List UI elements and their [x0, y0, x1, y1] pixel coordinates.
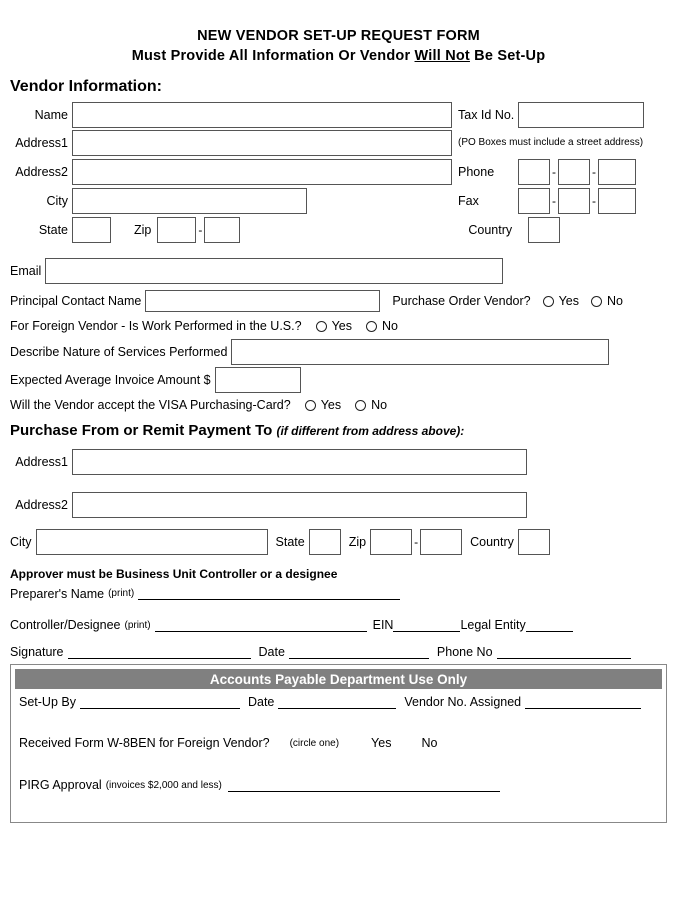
remit-address2-label: Address2 — [15, 498, 68, 512]
pirg-label: PIRG Approval — [19, 778, 102, 792]
services-input[interactable] — [231, 339, 609, 365]
ap-row-setup-by — [19, 695, 641, 709]
po-vendor-question: Purchase Order Vendor? — [392, 294, 531, 308]
form-title-block — [0, 0, 677, 66]
row-invoice-amount — [10, 366, 677, 394]
remit-city-input[interactable] — [36, 529, 268, 555]
foreign-vendor-yes-option[interactable] — [316, 319, 352, 333]
city-input[interactable] — [72, 188, 307, 214]
radio-circle-icon[interactable] — [366, 321, 377, 332]
preparer-name-line[interactable] — [138, 587, 400, 600]
zip-plus4-input[interactable] — [204, 217, 240, 243]
visa-no-option[interactable] — [355, 398, 387, 412]
invoice-amount-input[interactable] — [215, 367, 301, 393]
remit-address2-input[interactable] — [72, 492, 527, 518]
visa-no-label: No — [371, 398, 388, 412]
po-vendor-no-option[interactable] — [591, 294, 623, 308]
row-city-fax — [10, 186, 677, 215]
row-email — [10, 254, 677, 288]
country-label: Country — [468, 222, 513, 237]
principal-contact-label: Principal Contact Name — [10, 294, 142, 308]
signature-date-label: Date — [258, 645, 285, 659]
fax-separator-1: - — [552, 193, 556, 208]
radio-circle-icon[interactable] — [355, 400, 366, 411]
address1-input[interactable] — [72, 130, 452, 156]
setup-by-line[interactable] — [80, 696, 240, 709]
foreign-vendor-no-option[interactable] — [366, 319, 398, 333]
phone-prefix-input[interactable] — [558, 159, 590, 185]
remit-state-input[interactable] — [309, 529, 341, 555]
fax-prefix-input[interactable] — [558, 188, 590, 214]
country-input[interactable] — [528, 217, 560, 243]
radio-circle-icon[interactable] — [316, 321, 327, 332]
remit-heading-text: Purchase From or Remit Payment To — [10, 422, 273, 439]
email-label: Email — [10, 264, 42, 278]
name-input[interactable] — [72, 102, 452, 128]
zip-input[interactable] — [157, 217, 196, 243]
remit-country-input[interactable] — [518, 529, 550, 555]
setup-by-label: Set-Up By — [19, 695, 76, 709]
visa-yes-option[interactable] — [305, 398, 341, 412]
title-line-2-prefix: Must Provide All Information Or Vendor — [131, 48, 415, 64]
row-remit-address1 — [10, 441, 677, 483]
address1-label: Address1 — [15, 135, 68, 150]
row-principal-contact — [10, 288, 677, 314]
address2-label: Address2 — [15, 164, 68, 179]
remit-zip-label: Zip — [348, 535, 367, 549]
po-vendor-yes-option[interactable] — [543, 294, 579, 308]
fax-label: Fax — [458, 193, 479, 208]
phone-no-label: Phone No — [436, 645, 493, 659]
ap-row-w8ben — [19, 736, 437, 750]
accounts-payable-header: Accounts Payable Department Use Only — [15, 669, 662, 689]
phone-line-input[interactable] — [598, 159, 636, 185]
controller-print-note: (print) — [124, 619, 151, 631]
circle-one-note: (circle one) — [289, 737, 340, 749]
remit-zip-separator: - — [414, 535, 419, 549]
fax-line-input[interactable] — [598, 188, 636, 214]
fax-separator-2: - — [592, 193, 596, 208]
row-remit-address2 — [10, 483, 677, 527]
row-address1 — [10, 128, 677, 157]
visa-question: Will the Vendor accept the VISA Purchasing-Card? — [10, 398, 291, 412]
legal-entity-label: Legal Entity — [460, 618, 526, 632]
tax-id-label: Tax Id No. — [458, 108, 515, 122]
zip-label: Zip — [134, 222, 152, 237]
remit-address1-label: Address1 — [15, 455, 68, 469]
services-label: Describe Nature of Services Performed — [10, 345, 228, 359]
address2-input[interactable] — [72, 159, 452, 185]
po-vendor-yes-label: Yes — [558, 294, 579, 308]
remit-heading-note: (if different from address above): — [276, 424, 465, 438]
visa-yes-label: Yes — [320, 398, 342, 412]
row-visa-question — [10, 394, 677, 416]
ein-line[interactable] — [393, 619, 460, 632]
row-signature — [10, 639, 677, 665]
phone-separator-2: - — [592, 164, 596, 179]
zip-separator: - — [198, 222, 203, 237]
row-controller-designee — [10, 611, 677, 639]
ap-date-label: Date — [247, 695, 275, 709]
remit-zip-plus4-input[interactable] — [420, 529, 462, 555]
radio-circle-icon[interactable] — [591, 296, 602, 307]
preparer-label: Preparer's Name — [10, 586, 105, 601]
radio-circle-icon[interactable] — [305, 400, 316, 411]
row-services — [10, 338, 677, 366]
state-input[interactable] — [72, 217, 111, 243]
remit-country-label: Country — [470, 535, 514, 549]
form-title-line-2 — [0, 46, 677, 66]
po-box-note: (PO Boxes must include a street address) — [458, 137, 644, 148]
row-state-zip-country — [10, 215, 677, 244]
w8ben-yes-option[interactable]: Yes — [371, 736, 392, 750]
phone-no-line[interactable] — [497, 646, 631, 659]
tax-id-input[interactable] — [518, 102, 644, 128]
controller-name-line[interactable] — [155, 619, 367, 632]
foreign-vendor-no-label: No — [381, 319, 398, 333]
ein-label: EIN — [372, 618, 394, 632]
row-preparer-name — [10, 582, 677, 605]
signature-line[interactable] — [68, 646, 251, 659]
city-label: City — [46, 193, 68, 208]
signature-date-line[interactable] — [289, 646, 429, 659]
title-line-2-emphasis: Will Not — [414, 48, 470, 64]
title-line-2-suffix: Be Set-Up — [469, 48, 546, 64]
fax-area-code-input[interactable] — [518, 188, 550, 214]
w8ben-no-option[interactable]: No — [421, 736, 438, 750]
row-address2-phone — [10, 157, 677, 186]
pirg-approval-line[interactable] — [228, 779, 500, 792]
row-foreign-vendor — [10, 314, 677, 338]
po-vendor-no-label: No — [607, 294, 623, 308]
remit-heading — [10, 422, 677, 439]
preparer-print-note: (print) — [108, 588, 135, 599]
w8ben-question: Received Form W-8BEN for Foreign Vendor? — [19, 736, 270, 750]
vendor-no-line[interactable] — [525, 696, 641, 709]
form-title-line-1: NEW VENDOR SET-UP REQUEST FORM — [197, 28, 480, 44]
remit-zip-input[interactable] — [370, 529, 412, 555]
phone-area-code-input[interactable] — [518, 159, 550, 185]
invoice-amount-label: Expected Average Invoice Amount $ — [10, 373, 211, 387]
phone-label: Phone — [458, 164, 495, 179]
row-name-taxid — [10, 102, 677, 128]
remit-address1-input[interactable] — [72, 449, 527, 475]
email-input[interactable] — [45, 258, 503, 284]
legal-entity-line[interactable] — [526, 619, 573, 632]
signature-label: Signature — [10, 645, 64, 659]
principal-contact-input[interactable] — [145, 290, 380, 312]
state-label: State — [38, 222, 68, 237]
ap-date-line[interactable] — [278, 696, 396, 709]
vendor-information-heading: Vendor Information: — [10, 78, 162, 95]
approver-notice: Approver must be Business Unit Controller or a designee — [10, 567, 338, 581]
phone-separator-1: - — [552, 164, 556, 179]
foreign-vendor-yes-label: Yes — [331, 319, 352, 333]
foreign-vendor-question: For Foreign Vendor - Is Work Performed in the U.S.? — [10, 319, 302, 333]
remit-state-label: State — [275, 535, 305, 549]
vendor-no-label: Vendor No. Assigned — [404, 695, 522, 709]
pirg-note: (invoices $2,000 and less) — [105, 779, 222, 791]
controller-label: Controller/Designee — [10, 618, 121, 632]
radio-circle-icon[interactable] — [543, 296, 554, 307]
ap-row-pirg — [19, 778, 500, 792]
accounts-payable-section — [10, 664, 667, 823]
remit-city-label: City — [10, 535, 32, 549]
name-label: Name — [34, 108, 68, 122]
row-remit-city-state-zip-country — [10, 527, 677, 557]
